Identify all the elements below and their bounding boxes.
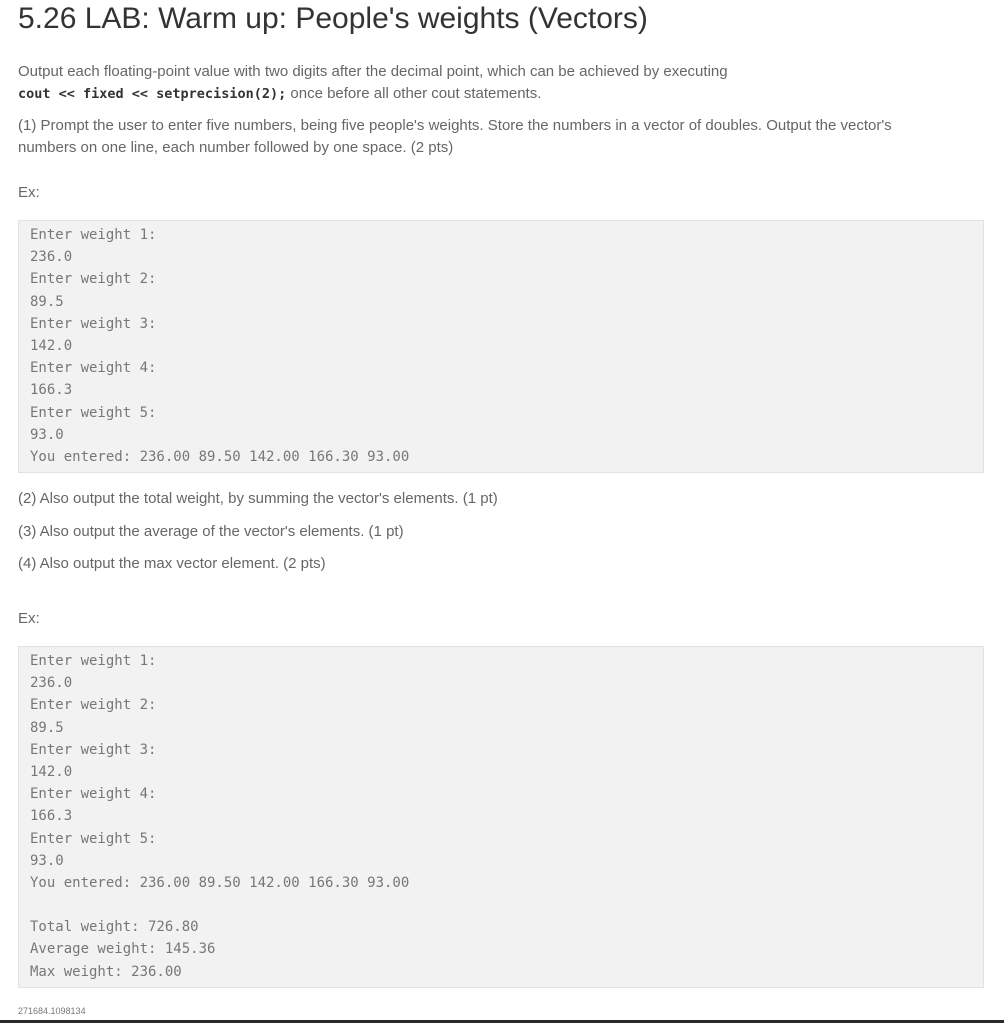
example-label-1: Ex: [18, 184, 40, 201]
step-3-text: (3) Also output the average of the vector's elements. (1 pt) [18, 523, 404, 540]
code-line: Max weight: 236.00 [30, 963, 182, 980]
code-line: 93.0 [30, 852, 64, 869]
code-line: Enter weight 2: [30, 271, 157, 288]
code-line: 142.0 [30, 763, 73, 780]
intro-text-2: once before all other cout statements. [286, 85, 542, 102]
code-line: Total weight: 726.80 [30, 919, 199, 936]
code-line: Average weight: 145.36 [30, 941, 216, 958]
code-line: Enter weight 3: [30, 315, 157, 332]
code-line: You entered: 236.00 89.50 142.00 166.30 93.00 [30, 448, 410, 465]
footer-id: 271684.1098134 [18, 1006, 86, 1016]
step-2-text: (2) Also output the total weight, by summing the vector's elements. (1 pt) [18, 490, 498, 507]
code-line [30, 894, 972, 916]
code-line: 142.0 [30, 337, 73, 354]
code-line: Enter weight 5: [30, 830, 157, 847]
bottom-divider [0, 1020, 1004, 1023]
code-line: 89.5 [30, 719, 64, 736]
intro-code: cout << fixed << setprecision(2); [18, 86, 287, 102]
page-title: 5.26 LAB: Warm up: People's weights (Vectors) [18, 2, 648, 35]
code-line: Enter weight 5: [30, 404, 157, 421]
code-line: 236.0 [30, 675, 73, 692]
code-line: Enter weight 1: [30, 653, 157, 669]
code-line: Enter weight 1: [30, 227, 157, 243]
code-line: Enter weight 4: [30, 786, 157, 803]
intro-paragraph [18, 61, 948, 105]
code-line: 93.0 [30, 426, 64, 443]
code-line: 236.0 [30, 249, 73, 266]
code-line: 166.3 [30, 382, 73, 399]
code-line: You entered: 236.00 89.50 142.00 166.30 93.00 [30, 874, 410, 891]
step-1-text: (1) Prompt the user to enter five numbers, being five people's weights. Store the numbers in a vector of doubles. Output the vector's numbers on one line, each number followed by one space. (2 pts) [18, 117, 892, 156]
code-line: 89.5 [30, 293, 64, 310]
step-4-text: (4) Also output the max vector element. (2 pts) [18, 555, 326, 572]
example-2-code-block [18, 646, 984, 988]
code-line: 166.3 [30, 808, 73, 825]
example-label-2: Ex: [18, 610, 40, 627]
example-1-code-block [18, 220, 984, 473]
intro-text: Output each floating-point value with two digits after the decimal point, which can be achieved by executing [18, 63, 728, 80]
code-line: Enter weight 3: [30, 741, 157, 758]
code-line: Enter weight 4: [30, 360, 157, 377]
code-line: Enter weight 2: [30, 697, 157, 714]
